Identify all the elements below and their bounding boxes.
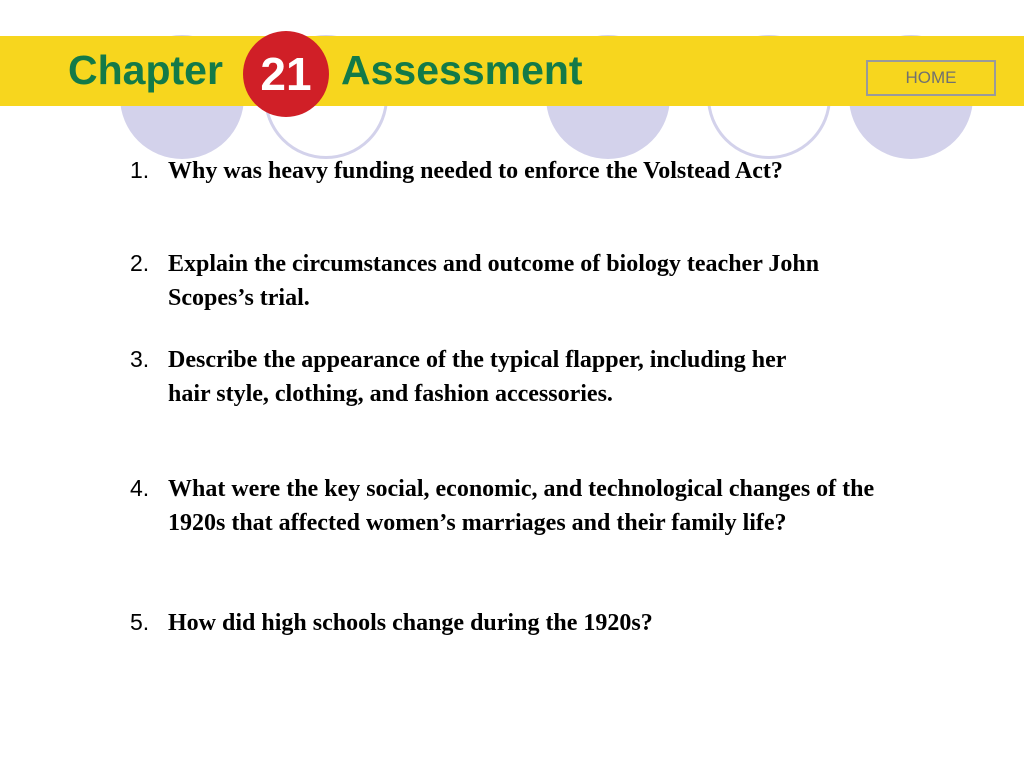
chapter-number-badge xyxy=(243,31,329,117)
question-text: Explain the circumstances and outcome of biology teacher John Scopes’s trial. xyxy=(168,251,820,311)
question-number: 1. xyxy=(130,157,150,183)
chapter-number: 21 xyxy=(260,48,312,100)
question-item xyxy=(130,153,890,188)
title-assessment: Assessment xyxy=(341,47,583,93)
question-item xyxy=(130,246,890,315)
question-item xyxy=(130,471,890,540)
question-number: 2. xyxy=(130,250,150,276)
question-text: How did high schools change during the 1920s? xyxy=(168,610,653,636)
question-number: 5. xyxy=(130,609,150,635)
title-chapter: Chapter xyxy=(68,47,223,93)
question-text: What were the key social, economic, and technological changes of the 1920s that affected women’s marriages and their family life? xyxy=(168,476,875,536)
question-number: 4. xyxy=(130,475,150,501)
question-item xyxy=(130,342,830,411)
question-number: 3. xyxy=(130,346,150,372)
home-button[interactable]: HOME xyxy=(866,60,996,96)
question-item xyxy=(130,605,890,640)
question-text: Describe the appearance of the typical flapper, including her hair style, clothing, and fashion accessories. xyxy=(168,347,786,407)
question-text: Why was heavy funding needed to enforce the Volstead Act? xyxy=(168,158,783,184)
